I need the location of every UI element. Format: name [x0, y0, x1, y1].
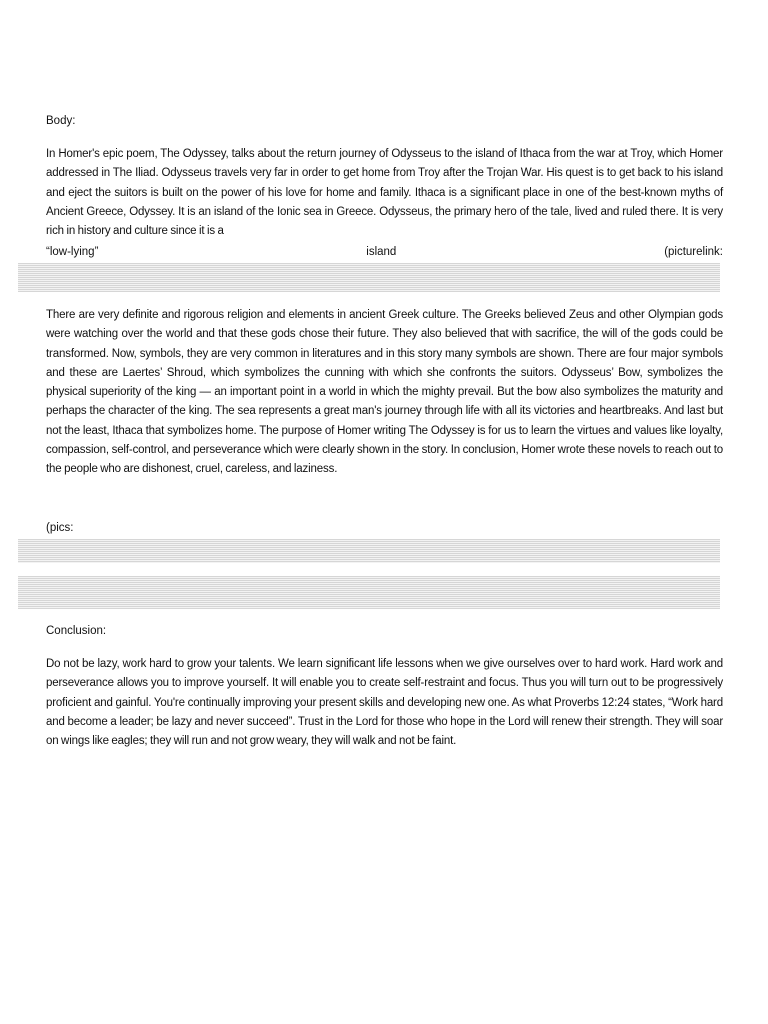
obscured-pics-block-1	[18, 539, 720, 563]
low-lying-word: “low-lying”	[46, 246, 99, 258]
conclusion-heading: Conclusion:	[46, 625, 107, 637]
island-word: island	[366, 246, 397, 258]
conclusion-paragraph: Do not be lazy, work hard to grow your talents. We learn significant life lessons when we give ourselves over to hard work. Hard work and perseverance allows you to improve yourself. It will enable you to create self-restraint and focus. Thus you will turn out to be progressively proficient and gainful. You're continually improving your present skills and developing new one. As what Proverbs 12:24 states, “Work hard and become a leader; be lazy and never succeed”. Trust in the Lord for those who hope in the Lord will renew their strength. They will soar on wings like eagles; they will run and not grow weary, they will walk and not be faint.	[46, 658, 723, 748]
body-paragraph-1: In Homer's epic poem, The Odyssey, talks about the return journey of Odysseus to the island of Ithaca from the war at Troy, which Homer addressed in The Iliad. Odysseus travels very far in order to get home from Troy after the Trojan War. His quest is to get back to his island and eject the suitors is built on the power of his love for home and family. Ithaca is a significant place in one of the best-known myths of Ancient Greece, Odyssey. It is an island of the Ionic sea in Greece. Odysseus, the primary hero of the tale, lived and ruled there. It is very rich in history and culture since it is a	[46, 148, 723, 238]
document-page	[46, 0, 723, 1024]
picturelink-word: (picturelink:	[664, 246, 723, 258]
pics-label: (pics:	[46, 522, 74, 534]
obscured-pics-block-2	[18, 576, 720, 609]
body-paragraph-1-last-line	[46, 243, 723, 262]
body-heading: Body:	[46, 115, 76, 127]
obscured-link-block	[18, 263, 720, 292]
body-paragraph-2: There are very definite and rigorous religion and elements in ancient Greek culture. The Greeks believed Zeus and other Olympian gods were watching over the world and that these gods chose their future. They also believed that with sacrifice, the will of the gods could be transformed. Now, symbols, they are very common in literatures and in this story many symbols are shown. There are four major symbols and these are Laertes’ Shroud, which symbolizes the cunning with which she confronts the suitors. Odysseus’ Bow, symbolizes the physical superiority of the king — an important point in a world in which the mighty prevail. But the bow also symbolizes the maturity and perhaps the character of the king. The sea represents a great man's journey through life with all its victories and heartbreaks. And last but not the least, Ithaca that symbolizes home. The purpose of Homer writing The Odyssey is for us to learn the virtues and values like loyalty, compassion, self-control, and perseverance which were clearly shown in the story. In conclusion, Homer wrote these novels to reach out to the people who are dishonest, cruel, careless, and laziness.	[46, 309, 723, 476]
